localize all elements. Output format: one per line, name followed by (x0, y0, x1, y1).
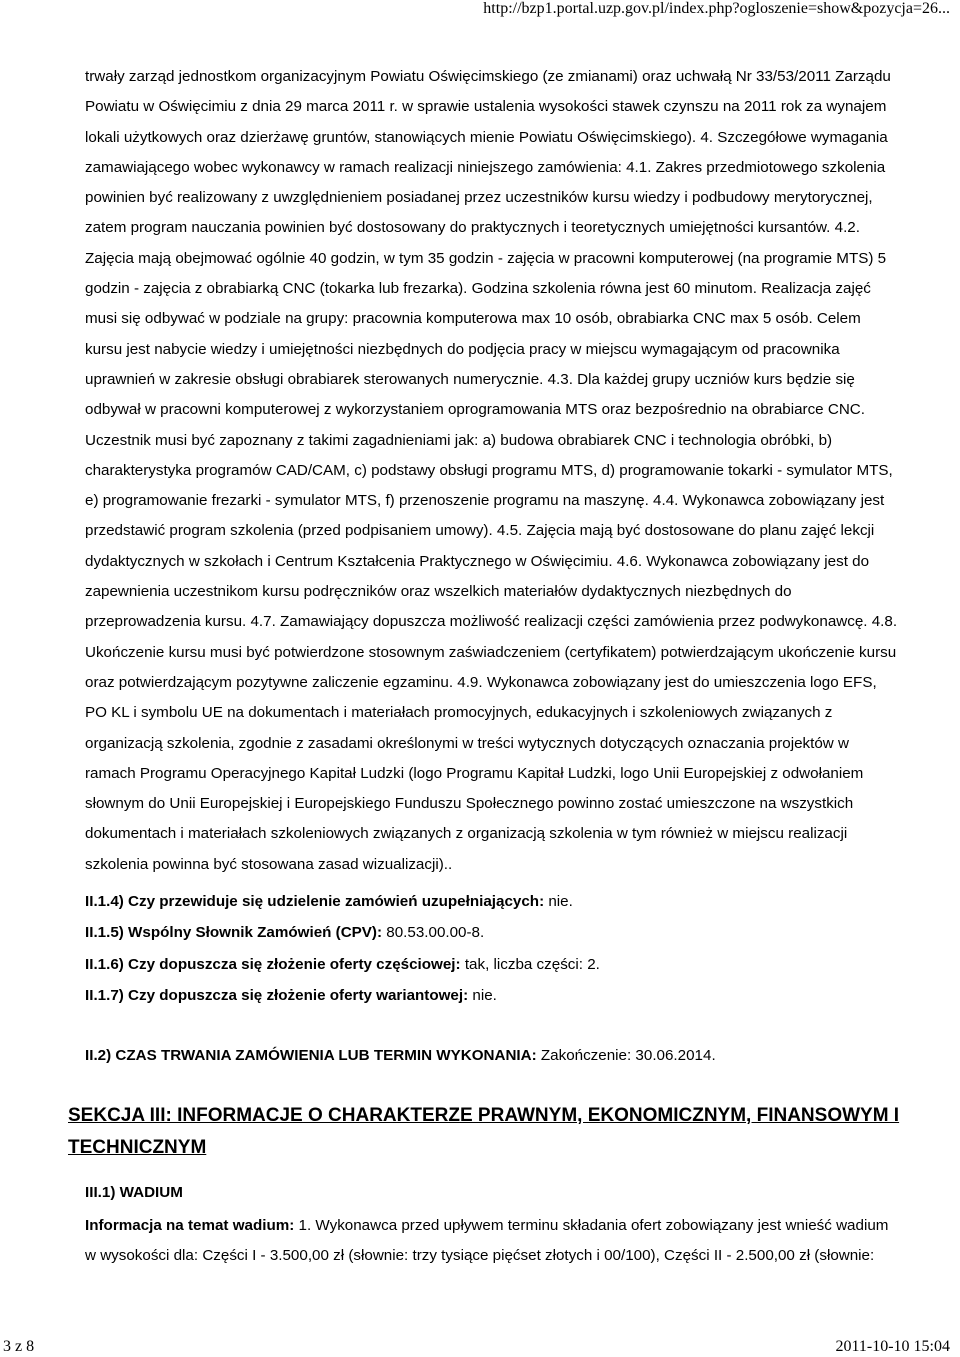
field-label: II.1.7) Czy dopuszcza się złożenie oferty wariantowej: (85, 987, 469, 1004)
specification-text: trwały zarząd jednostkom organizacyjnym Powiatu Oświęcimskiego (ze zmianami) oraz uchwałą Nr 33/53/2011 Zarządu Powiatu w Oświęcimiu z dnia 29 marca 2011 r. w sprawie ustalenia wysokości stawek czynszu na 2011 rok za wynajem lokali użytkowych oraz dzierżawę gruntów, stanowiących mienie Powiatu Oświęcimskiego). 4. Szczegółowe wymagania zamawiającego wobec wykonawcy w ramach realizacji niniejszego zamówienia: 4.1. Zakres przedmiotowego szkolenia powinien być realizowany z uwzględnieniem posiadanej przez uczestników kursu wiedzy i podbudowy merytorycznej, zatem program nauczania powinien być dostosowany do praktycznych i teoretycznych umiejętności kursantów. 4.2. Zajęcia mają obejmować ogólnie 40 godzin, w tym 35 godzin - zajęcia w pracowni komputerowej (na programie MTS) 5 godzin - zajęcia z obrabiarką CNC (tokarka lub frezarka). Godzina szkolenia równa jest 60 minutom. Realizacja zajęć musi się odbywać w podziale na grupy: pracownia komputerowa max 10 osób, obrabiarka CNC max 5 osób. Celem kursu jest nabycie wiedzy i umiejętności niezbędnych do podjęcia pracy w miejscu wymagającym od pracownika uprawnień w zakresie obsługi obrabiarek sterowanych numerycznie. 4.3. Dla każdej grupy uczniów kurs będzie się odbywał w pracowni komputerowej z wykorzystaniem oprogramowania MTS oraz bezpośrednio na obrabiarce CNC. Uczestnik musi być zapoznany z takimi zagadnieniami jak: a) budowa obrabiarek CNC i technologia obróbki, b) charakterystyka programów CAD/CAM, c) podstawy obsługi programu MTS, d) programowanie tokarki - symulator MTS, e) programowanie frezarki - symulator MTS, f) przenoszenie programu na maszynę. 4.4. Wykonawca zobowiązany jest przedstawić program szkolenia (przed podpisaniem umowy). 4.5. Zajęcia mają być dostosowane do planu zajęć lekcji dydaktycznych w szkołach i Centrum Kształcenia Praktycznego w Oświęcimiu. 4.6. Wykonawca zobowiązany jest do zapewnienia uczestnikom kursu podręczników oraz wszelkich materiałów dydaktycznych niezbędnych do przeprowadzenia kursu. 4.7. Zamawiający dopuszcza możliwość realizacji części zamówienia przez podwykonawcę. 4.8. Ukończenie kursu musi być potwierdzone stosownym zaświadczeniem (certyfikatem) potwierdzającym ukończenie kursu oraz potwierdzającym pozytywne zaliczenie egzaminu. 4.9. Wykonawca zobowiązany jest do umieszczenia logo EFS, PO KL i symbolu UE na dokumentach i materiałach promocyjnych, edukacyjnych i szkoleniowych związanych z organizacją szkolenia, zgodnie z zasadami określonymi w treści wytycznych dotyczących oznaczania projektów w ramach Programu Operacyjnego Kapitał Ludzki (logo Programu Kapitał Ludzki, logo Unii Europejskiej z odwołaniem słownym do Unii Europejskiej i Europejskiego Funduszu Społecznego powinno zostać umieszczone na wszystkich dokumentach i materiałach szkoleniowych związanych z organizacją szkolenia w tym również w miejscu realizacji szkolenia powinna być stosowana zasad wizualizacji).. (85, 68, 898, 873)
field-value: Zakończenie: 30.06.2014. (536, 1047, 716, 1064)
wadium-text: 1. Wykonawca przed upływem terminu składania ofert zobowiązany jest wnieść wadium w wysokości dla: Części I - 3.500,00 zł (słownie: trzy tysiące pięćset złotych i 00/100), Części II - 2.500,00 zł (słownie: (85, 1217, 889, 1265)
subsection-heading: III.1) WADIUM (85, 1184, 183, 1201)
page-url: http://bzp1.portal.uzp.gov.pl/index.php?ogloszenie=show&pozycja=26... (483, 0, 950, 17)
field-value: nie. (468, 987, 497, 1004)
field-cpv (85, 924, 484, 942)
field-value: 80.53.00.00-8. (382, 924, 485, 941)
field-label: II.1.4) Czy przewiduje się udzielenie zamówień uzupełniających: (85, 893, 545, 910)
field-partial-offer (85, 956, 600, 974)
section-heading: SEKCJA III: INFORMACJE O CHARAKTERZE PRAWNYM, EKONOMICZNYM, FINANSOWYM I TECHNICZNYM (68, 1105, 900, 1158)
field-value: tak, liczba części: 2. (460, 956, 600, 973)
field-additional-orders (85, 893, 573, 911)
print-datetime: 2011-10-10 15:04 (835, 1338, 950, 1355)
field-variant-offer (85, 987, 497, 1005)
wadium-label: Informacja na temat wadium: (85, 1217, 295, 1234)
field-value: nie. (544, 893, 573, 910)
wadium-info (85, 1211, 900, 1272)
field-label: II.1.5) Wspólny Słownik Zamówień (CPV): (85, 924, 383, 941)
page-number: 3 z 8 (3, 1338, 35, 1355)
field-duration (85, 1047, 716, 1065)
field-label: II.1.6) Czy dopuszcza się złożenie oferty częściowej: (85, 956, 461, 973)
field-label: II.2) CZAS TRWANIA ZAMÓWIENIA LUB TERMIN WYKONANIA: (85, 1047, 537, 1064)
